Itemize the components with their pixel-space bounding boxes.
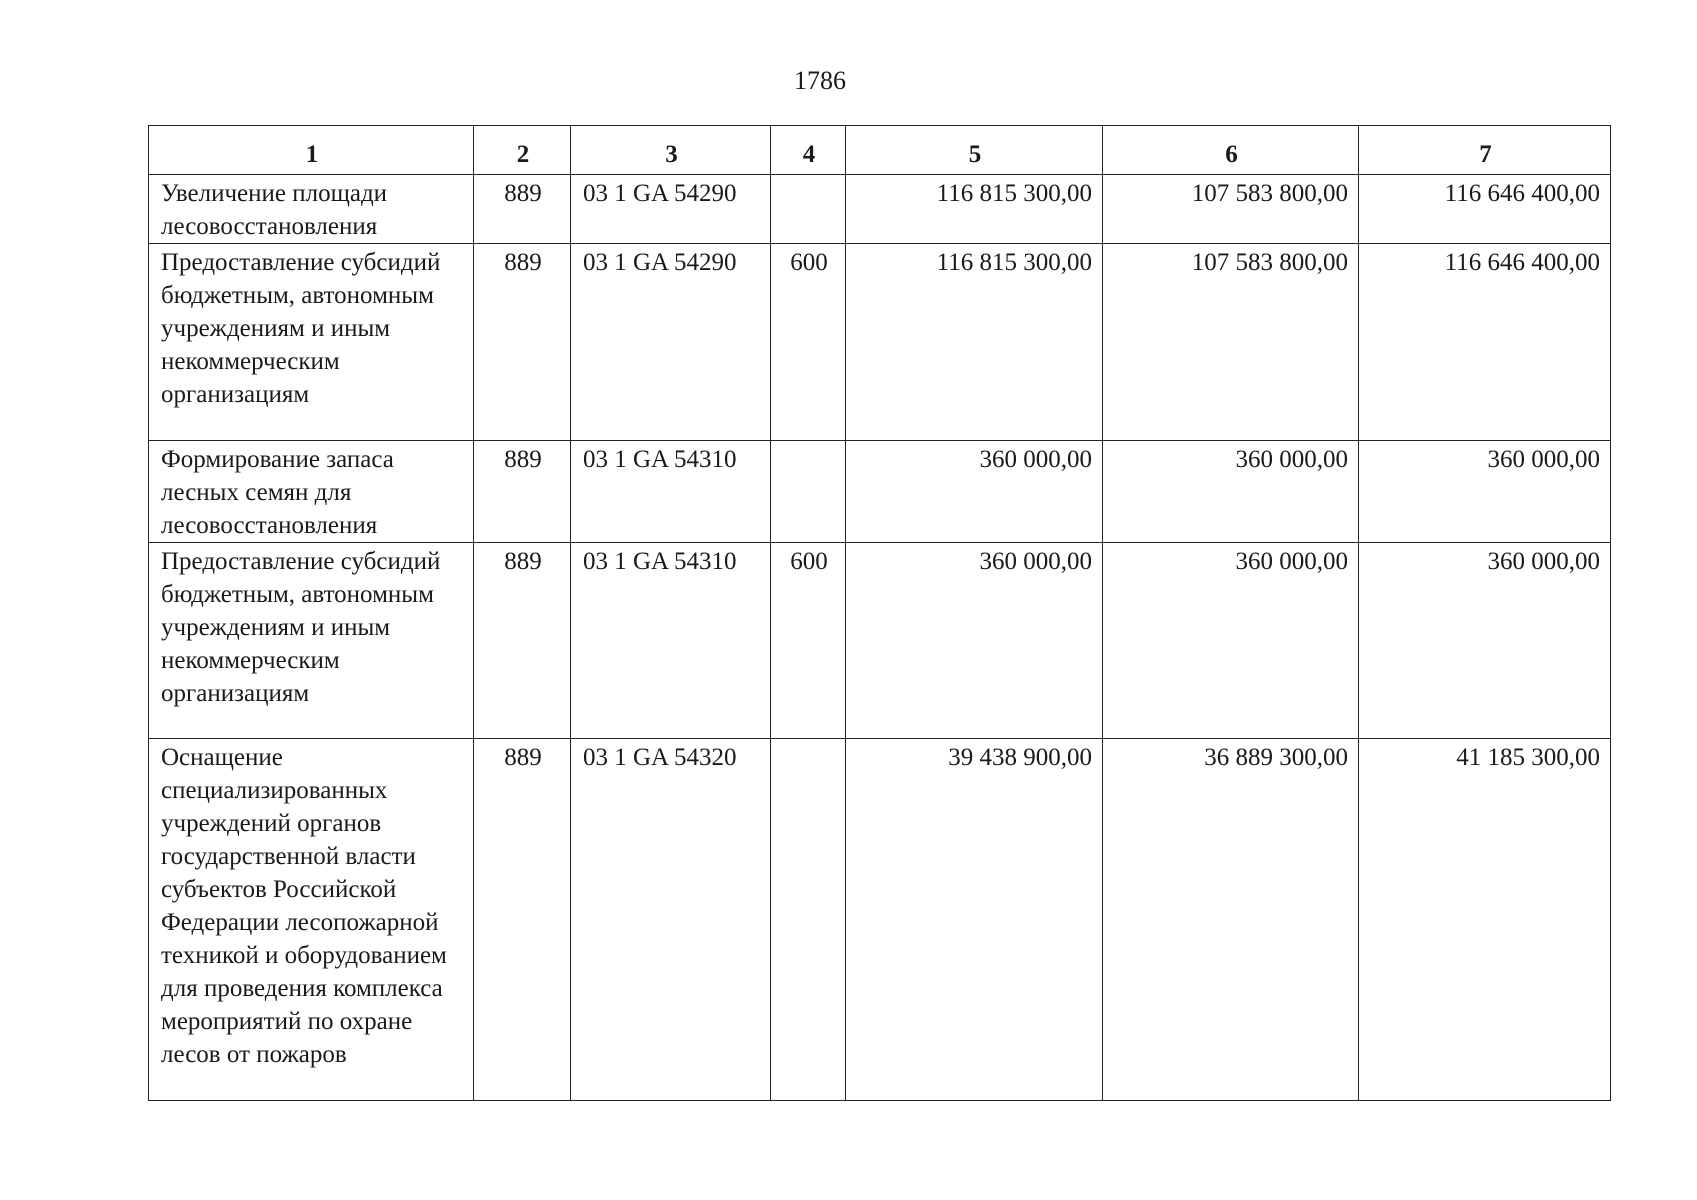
table-row bbox=[149, 244, 1611, 441]
table-body bbox=[149, 175, 1611, 1101]
row-col2: 889 bbox=[474, 739, 571, 1101]
row-name: Увеличение площади лесовосстановления bbox=[149, 175, 474, 244]
row-col7: 360 000,00 bbox=[1359, 543, 1611, 739]
row-col5: 116 815 300,00 bbox=[846, 175, 1103, 244]
row-col4 bbox=[771, 739, 846, 1101]
row-col2: 889 bbox=[474, 175, 571, 244]
table-row bbox=[149, 543, 1611, 739]
row-col4: 600 bbox=[771, 543, 846, 739]
header-col-4: 4 bbox=[771, 126, 846, 175]
row-col6: 36 889 300,00 bbox=[1103, 739, 1359, 1101]
table-row bbox=[149, 175, 1611, 244]
row-name: Оснащение специализированных учреждений органов государственной власти субъектов Российской Федерации лесопожарной техникой и оборудованием для проведения комплекса мероприятий по охране лесов от пожаров bbox=[149, 739, 474, 1101]
header-col-7: 7 bbox=[1359, 126, 1611, 175]
budget-table bbox=[148, 125, 1611, 1101]
header-row bbox=[149, 126, 1611, 175]
header-col-2: 2 bbox=[474, 126, 571, 175]
row-col3: 03 1 GA 54310 bbox=[571, 543, 771, 739]
header-col-3: 3 bbox=[571, 126, 771, 175]
row-col6: 360 000,00 bbox=[1103, 543, 1359, 739]
row-col6: 360 000,00 bbox=[1103, 441, 1359, 543]
row-col7: 116 646 400,00 bbox=[1359, 175, 1611, 244]
row-col3: 03 1 GA 54310 bbox=[571, 441, 771, 543]
table-header bbox=[149, 126, 1611, 175]
row-col6: 107 583 800,00 bbox=[1103, 175, 1359, 244]
header-col-6: 6 bbox=[1103, 126, 1359, 175]
row-col5: 360 000,00 bbox=[846, 543, 1103, 739]
page-number: 1786 bbox=[794, 66, 846, 95]
row-col7: 41 185 300,00 bbox=[1359, 739, 1611, 1101]
row-col3: 03 1 GA 54290 bbox=[571, 175, 771, 244]
row-col2: 889 bbox=[474, 244, 571, 441]
row-col7: 116 646 400,00 bbox=[1359, 244, 1611, 441]
row-col4 bbox=[771, 175, 846, 244]
row-name: Предоставление субсидий бюджетным, автономным учреждениям и иным некоммерческим организациям bbox=[149, 244, 474, 441]
table-row bbox=[149, 441, 1611, 543]
header-col-1: 1 bbox=[149, 126, 474, 175]
row-col6: 107 583 800,00 bbox=[1103, 244, 1359, 441]
header-col-5: 5 bbox=[846, 126, 1103, 175]
row-col5: 360 000,00 bbox=[846, 441, 1103, 543]
row-col3: 03 1 GA 54320 bbox=[571, 739, 771, 1101]
row-name: Формирование запаса лесных семян для лесовосстановления bbox=[149, 441, 474, 543]
row-col5: 116 815 300,00 bbox=[846, 244, 1103, 441]
row-name: Предоставление субсидий бюджетным, автономным учреждениям и иным некоммерческим организациям bbox=[149, 543, 474, 739]
table-row bbox=[149, 739, 1611, 1101]
row-col4: 600 bbox=[771, 244, 846, 441]
row-col7: 360 000,00 bbox=[1359, 441, 1611, 543]
row-col2: 889 bbox=[474, 441, 571, 543]
row-col2: 889 bbox=[474, 543, 571, 739]
row-col3: 03 1 GA 54290 bbox=[571, 244, 771, 441]
row-col4 bbox=[771, 441, 846, 543]
row-col5: 39 438 900,00 bbox=[846, 739, 1103, 1101]
